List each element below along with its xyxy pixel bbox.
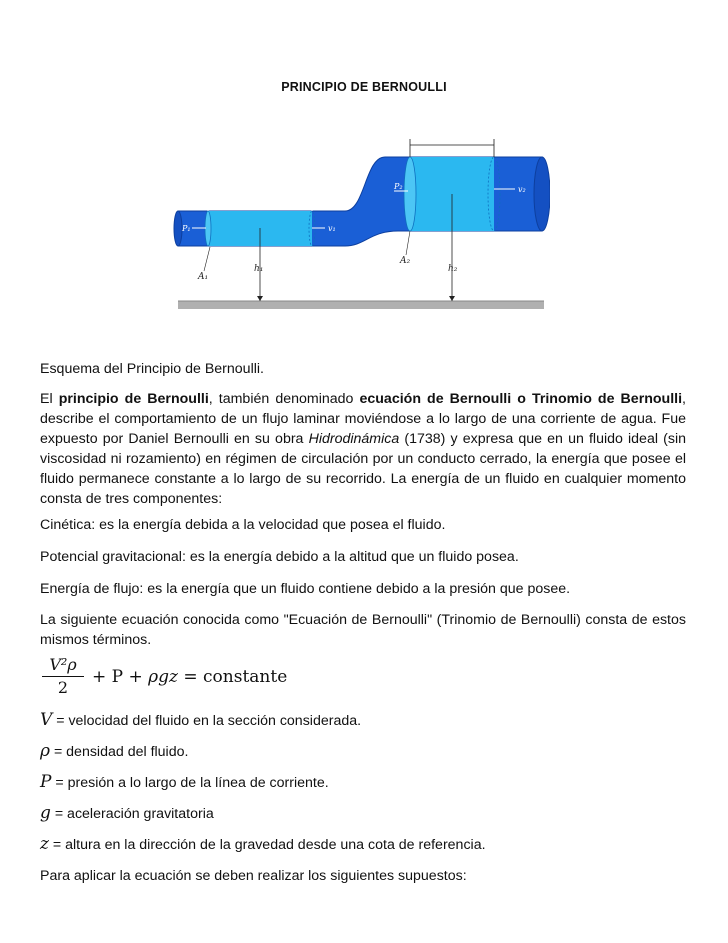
definition-v-text: = velocidad del fluido en la sección considerada. (52, 713, 362, 729)
bernoulli-diagram (170, 125, 550, 320)
h2-arrowhead (449, 296, 455, 301)
fraction-bar (42, 676, 84, 677)
intro-text-2: , también denominado (208, 391, 360, 407)
figure-caption: Esquema del Principio de Bernoulli. (40, 361, 264, 377)
label-h1: h₁ (254, 264, 264, 274)
equation-numerator: V²ρ (49, 655, 77, 674)
definition-g-text: = aceleración gravitatoria (50, 806, 214, 822)
pipe-right-end (534, 157, 550, 231)
definition-v (40, 710, 686, 731)
a2-pointer (406, 231, 410, 255)
label-h2: h₂ (448, 264, 458, 274)
label-s2: v₂ Δt = s₂ (426, 135, 470, 145)
bernoulli-equation (40, 655, 300, 701)
equation-rho-g-z: ρgz (148, 667, 178, 687)
definition-g (40, 803, 686, 824)
definition-p-text: = presión a lo largo de la línea de corriente. (51, 775, 329, 791)
component-potential: Potencial gravitacional: es la energía debido a la altitud que un fluido posea. (40, 549, 519, 565)
equation-fraction (40, 655, 86, 698)
label-p1: P₁ (182, 224, 191, 233)
h1-arrowhead (257, 296, 263, 301)
intro-text-1: El (40, 391, 59, 407)
definition-rho-text: = densidad del fluido. (50, 744, 189, 760)
symbol-z: z (40, 834, 49, 854)
label-p2: P₂ (394, 182, 403, 191)
equation-rest (92, 667, 287, 687)
symbol-rho: ρ (40, 741, 50, 761)
a1-pointer (204, 247, 210, 271)
label-a2: A₂ (400, 256, 411, 266)
pipe-left-end (174, 211, 182, 246)
label-v1: v₁ (328, 224, 336, 233)
closing-sentence: Para aplicar la ecuación se deben realizar los siguientes supuestos: (40, 868, 467, 884)
equation-denominator: 2 (57, 678, 69, 697)
component-kinetic: Cinética: es la energía debida a la velocidad que posea el fluido. (40, 517, 446, 533)
intro-paragraph (40, 389, 686, 509)
intro-italic-work: Hidrodinámica (308, 431, 400, 447)
definition-rho (40, 741, 686, 762)
intro-bold-2: ecuación de Bernoulli o Trinomio de Bernoulli (359, 391, 683, 407)
label-v2: v₂ (518, 185, 526, 194)
definition-z-text: = altura en la dirección de la gravedad desde una cota de referencia. (48, 837, 486, 853)
section-2-start (404, 157, 416, 231)
intro-text-3: , describe el comportamiento de un flujo laminar moviéndose a lo largo de una corriente de agua. Fue expuesto por Daniel Bernoulli en su obra (40, 391, 686, 447)
ground-surface (178, 301, 544, 309)
definition-z (40, 834, 686, 855)
symbol-g: g (40, 803, 51, 823)
equation-plus-p: + P + (92, 667, 149, 687)
label-a1: A₁ (198, 272, 209, 282)
equation-constant: = constante (177, 667, 288, 687)
page-title: PRINCIPIO DE BERNOULLI (281, 80, 447, 94)
component-flow: Energía de flujo: es la energía que un fluido contiene debido a la presión que posee. (40, 581, 571, 597)
definition-p (40, 772, 686, 793)
label-s1: v₁ Δt = s₁ (228, 190, 272, 200)
intro-text-4: (1738) y expresa que en un fluido ideal (sin viscosidad ni rozamiento) en régimen de circulación por un conducto cerrado, la energía que posee el fluido permanece constante a lo largo de su recorrido. La energía de un fluido en cualquier momento consta de tres componentes: (40, 431, 686, 507)
symbol-p: P (40, 772, 52, 792)
intro-bold-1: principio de Bernoulli (58, 391, 209, 407)
equation-intro: La siguiente ecuación conocida como "Ecuación de Bernoulli" (Trinomio de Bernoulli) consta de estos mismos términos. (40, 612, 686, 648)
symbol-v: V (40, 710, 53, 730)
